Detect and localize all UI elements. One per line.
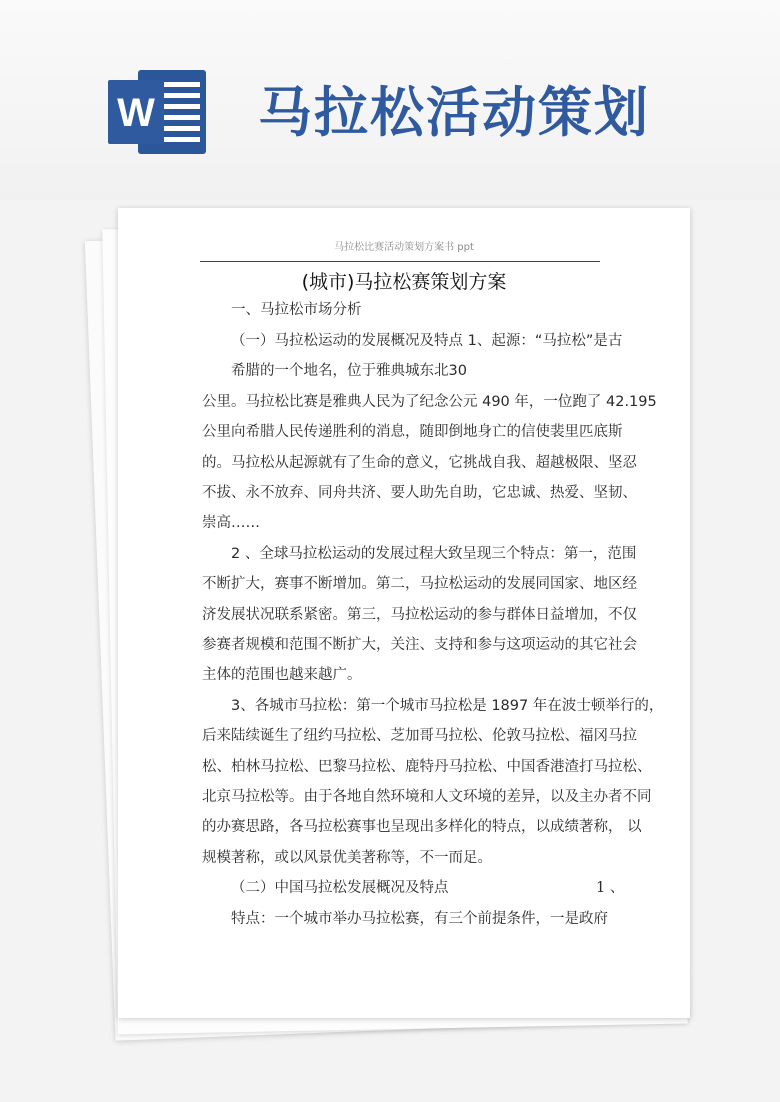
- heading-market-analysis: 一、马拉松市场分析: [231, 302, 362, 318]
- document-title: (城市)马拉松赛策划方案: [301, 271, 507, 293]
- subheading-development: （一）马拉松运动的发展概况及特点 1、起源：“马拉松”是古: [231, 333, 623, 349]
- body-line: 3、各城市马拉松：第一个城市马拉松是 1897 年在波士顿举行的，: [231, 698, 664, 714]
- body-line: 参赛者规模和范围不断扩大，关注、支持和参与这项运动的其它社会: [202, 637, 637, 653]
- body-line: 规模著称，或以风景优美著称等，不一而足。: [202, 850, 492, 866]
- body-line: 主体的范围也越来越广。: [202, 667, 362, 683]
- running-header: 马拉松比赛活动策划方案书 ppt: [334, 242, 474, 253]
- body-line: 的办赛思路，各马拉松赛事也呈现出多样化的特点，以成绩著称， 以: [202, 819, 642, 835]
- word-icon-letter: W: [117, 91, 155, 135]
- banner-title: 马拉松活动策划: [258, 80, 650, 144]
- body-line: 的。马拉松从起源就有了生命的意义，它挑战自我、超越极限、坚忍: [202, 455, 637, 471]
- banner: [0, 0, 780, 200]
- body-line: 北京马拉松等。由于各地自然环境和人文环境的差异，以及主办者不同: [202, 789, 652, 805]
- body-line: 特点：一个城市举办马拉松赛，有三个前提条件，一是政府: [231, 911, 608, 927]
- subheading-china: （二）中国马拉松发展概况及特点: [231, 880, 449, 896]
- body-line: 不拔、永不放弃、同舟共济、要人助先自助，它忠诚、热爱、坚韧、: [202, 485, 637, 501]
- header-rule: [200, 261, 600, 262]
- body-line: 公里。马拉松比赛是雅典人民为了纪念公元 490 年，一位跑了 42.195: [202, 394, 657, 410]
- body-line: 崇高……: [202, 515, 260, 531]
- body-line: 松、柏林马拉松、巴黎马拉松、鹿特丹马拉松、中国香港渣打马拉松、: [202, 759, 652, 775]
- body-line: 济发展状况联系紧密。第三，马拉松运动的参与群体日益增加，不仅: [202, 607, 637, 623]
- section-number: 1 、: [596, 880, 625, 896]
- word-icon: [108, 66, 210, 158]
- body-line: 后来陆续诞生了纽约马拉松、芝加哥马拉松、伦敦马拉松、福冈马拉: [202, 728, 637, 744]
- body-line: 公里向希腊人民传递胜利的消息，随即倒地身亡的信使裴里匹底斯: [202, 424, 623, 440]
- body-line: 希腊的一个地名，位于雅典城东北30: [231, 363, 467, 379]
- body-line: 2 、全球马拉松运动的发展过程大致呈现三个特点：第一，范围: [231, 546, 637, 562]
- body-line: 不断扩大，赛事不断增加。第二，马拉松运动的发展同国家、地区经: [202, 576, 637, 592]
- document-page: [118, 208, 690, 1018]
